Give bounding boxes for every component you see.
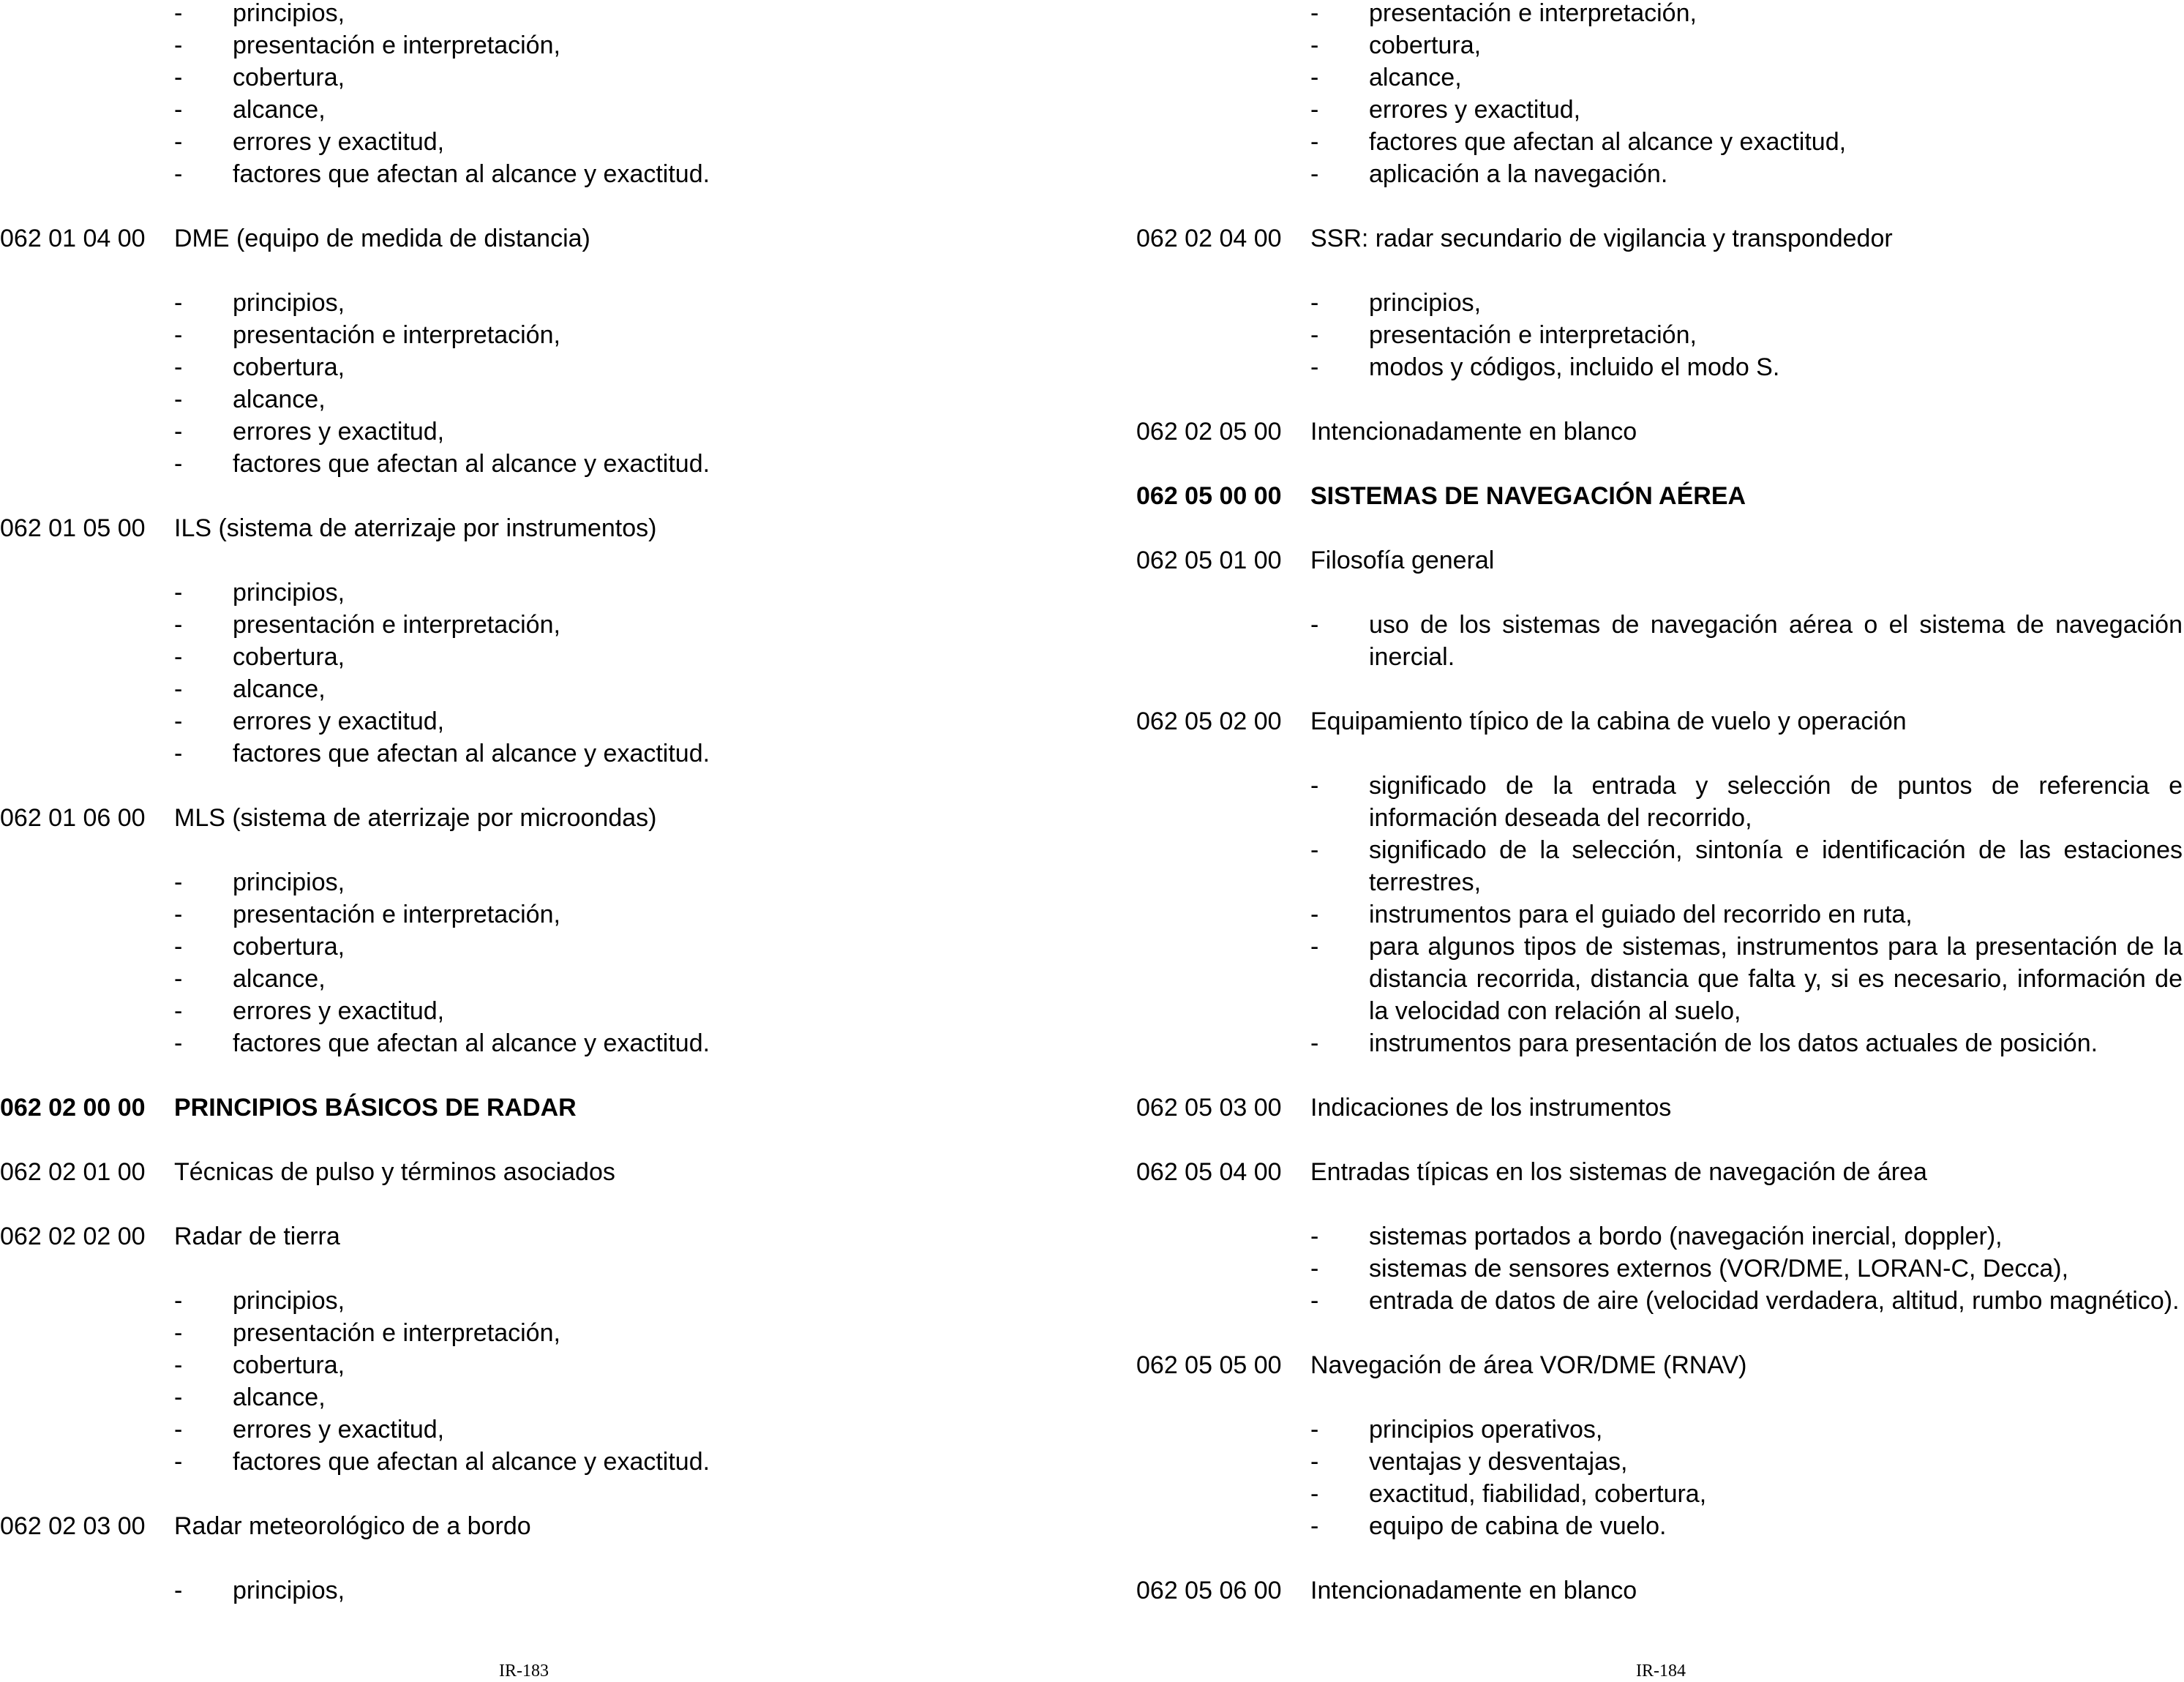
bullet-text: factores que afectan al alcance y exactitud. bbox=[233, 450, 710, 478]
bullet-item bbox=[1136, 898, 2184, 931]
bullet-dash: - bbox=[174, 611, 183, 639]
bullet-dash: - bbox=[174, 675, 183, 703]
section-heading bbox=[0, 1156, 732, 1188]
bullet-item bbox=[0, 641, 732, 673]
bullet-text: factores que afectan al alcance y exactitud. bbox=[233, 740, 710, 767]
bullet-text: equipo de cabina de vuelo. bbox=[1369, 1512, 1667, 1540]
section-title: MLS (sistema de aterrizaje por microondas) bbox=[174, 804, 657, 832]
bullet-text: presentación e interpretación, bbox=[233, 321, 560, 349]
section-number: 062 02 05 00 bbox=[1136, 418, 1282, 446]
bullet-text: cobertura, bbox=[233, 1351, 345, 1379]
bullet-text: errores y exactitud, bbox=[233, 997, 445, 1025]
bullet-text: principios operativos, bbox=[1369, 1416, 1603, 1443]
bullet-item bbox=[1136, 1220, 2184, 1253]
bullet-dash: - bbox=[174, 1287, 183, 1315]
bullet-dash: - bbox=[1310, 289, 1319, 317]
bullet-item bbox=[0, 931, 732, 963]
section-title: DME (equipo de medida de distancia) bbox=[174, 225, 590, 252]
bullet-text: factores que afectan al alcance y exactitud. bbox=[233, 1029, 710, 1057]
bullet-text: principios, bbox=[233, 0, 345, 27]
bullet-dash: - bbox=[1310, 96, 1319, 124]
bullet-dash: - bbox=[174, 997, 183, 1025]
bullet-text: factores que afectan al alcance y exactitud, bbox=[1369, 128, 1847, 156]
bullet-text: cobertura, bbox=[1369, 31, 1482, 59]
section-number: 062 05 00 00 bbox=[1136, 482, 1282, 510]
bullet-dash: - bbox=[174, 450, 183, 478]
section-number: 062 01 04 00 bbox=[0, 225, 146, 252]
bullet-dash: - bbox=[174, 64, 183, 91]
bullet-text: presentación e interpretación, bbox=[233, 611, 560, 639]
bullet-dash: - bbox=[174, 289, 183, 317]
bullet-item bbox=[1136, 126, 2184, 158]
bullet-dash: - bbox=[174, 740, 183, 767]
bullet-text: presentación e interpretación, bbox=[233, 31, 560, 59]
bullet-item bbox=[0, 158, 732, 190]
section-heading bbox=[1136, 1156, 2184, 1188]
bullet-item bbox=[1136, 1510, 2184, 1542]
section-heading bbox=[0, 1220, 732, 1253]
section-title: Intencionadamente en blanco bbox=[1310, 1577, 1637, 1604]
bullet-dash: - bbox=[174, 579, 183, 607]
bullet-item bbox=[0, 319, 732, 351]
bullet-item bbox=[0, 448, 732, 480]
bullet-text: principios, bbox=[233, 579, 345, 607]
bullet-text: ventajas y desventajas, bbox=[1369, 1448, 1628, 1476]
bullet-text: principios, bbox=[233, 1577, 345, 1604]
bullet-dash: - bbox=[1310, 31, 1319, 59]
bullet-item bbox=[1136, 351, 2184, 383]
section-heading bbox=[1136, 544, 2184, 577]
bullet-item bbox=[0, 963, 732, 995]
bullet-text: errores y exactitud, bbox=[233, 128, 445, 156]
bullet-item bbox=[1136, 609, 2184, 673]
section-title: Técnicas de pulso y términos asociados bbox=[174, 1158, 615, 1186]
bullet-text: cobertura, bbox=[233, 353, 345, 381]
bullet-dash: - bbox=[174, 1577, 183, 1604]
bullet-text: instrumentos para presentación de los datos actuales de posición. bbox=[1369, 1029, 2098, 1057]
section-number: 062 01 06 00 bbox=[0, 804, 146, 832]
section-heading bbox=[1136, 1574, 2184, 1607]
bullet-item bbox=[0, 1349, 732, 1381]
bullet-dash: - bbox=[174, 965, 183, 993]
bullet-dash: - bbox=[174, 418, 183, 446]
bullet-text: modos y códigos, incluido el modo S. bbox=[1369, 353, 1780, 381]
section-heading bbox=[1136, 222, 2184, 255]
bullet-item bbox=[0, 94, 732, 126]
bullet-dash: - bbox=[1310, 611, 1319, 639]
bullet-item bbox=[0, 866, 732, 898]
section-heading bbox=[1136, 416, 2184, 448]
bullet-dash: - bbox=[174, 1351, 183, 1379]
bullet-item bbox=[0, 577, 732, 609]
bullet-item bbox=[1136, 0, 2184, 29]
bullet-dash: - bbox=[174, 643, 183, 671]
bullet-text: principios, bbox=[233, 1287, 345, 1315]
bullet-dash: - bbox=[174, 933, 183, 961]
bullet-dash: - bbox=[174, 386, 183, 413]
bullet-item bbox=[1136, 29, 2184, 61]
section-title: SISTEMAS DE NAVEGACIÓN AÉREA bbox=[1310, 482, 1746, 510]
bullet-dash: - bbox=[1310, 933, 1319, 961]
section-title: Radar meteorológico de a bordo bbox=[174, 1512, 531, 1540]
bullet-item bbox=[0, 1381, 732, 1413]
bullet-item bbox=[0, 673, 732, 705]
section-heading bbox=[0, 802, 732, 834]
bullet-dash: - bbox=[174, 96, 183, 124]
bullet-text: uso de los sistemas de navegación aérea o el sistema de navegación inercial. bbox=[1369, 611, 2183, 671]
section-number: 062 05 04 00 bbox=[1136, 1158, 1282, 1186]
bullet-dash: - bbox=[174, 868, 183, 896]
bullet-dash: - bbox=[1310, 1223, 1319, 1250]
bullet-item bbox=[1136, 94, 2184, 126]
bullet-text: principios, bbox=[233, 868, 345, 896]
bullet-item bbox=[1136, 1285, 2184, 1317]
section-title: Intencionadamente en blanco bbox=[1310, 418, 1637, 446]
bullet-text: entrada de datos de aire (velocidad verdadera, altitud, rumbo magnético). bbox=[1369, 1287, 2180, 1315]
bullet-text: alcance, bbox=[233, 965, 326, 993]
bullet-text: presentación e interpretación, bbox=[1369, 0, 1697, 27]
section-number: 062 05 03 00 bbox=[1136, 1094, 1282, 1122]
bullet-text: alcance, bbox=[233, 386, 326, 413]
bullet-item bbox=[1136, 770, 2184, 834]
bullet-text: presentación e interpretación, bbox=[233, 901, 560, 928]
bullet-text: errores y exactitud, bbox=[233, 418, 445, 446]
bullet-item bbox=[0, 126, 732, 158]
bullet-dash: - bbox=[174, 0, 183, 27]
bullet-text: significado de la entrada y selección de puntos de referencia e información deseada del recorrido, bbox=[1369, 772, 2183, 832]
bullet-text: factores que afectan al alcance y exactitud. bbox=[233, 160, 710, 188]
bullet-item bbox=[0, 61, 732, 94]
bullet-item bbox=[1136, 1027, 2184, 1059]
section-title: Entradas típicas en los sistemas de navegación de área bbox=[1310, 1158, 1927, 1186]
bullet-text: presentación e interpretación, bbox=[1369, 321, 1697, 349]
page-number-right: IR-184 bbox=[1636, 1662, 1686, 1681]
bullet-text: factores que afectan al alcance y exactitud. bbox=[233, 1448, 710, 1476]
section-heading bbox=[0, 222, 732, 255]
bullet-dash: - bbox=[1310, 0, 1319, 27]
bullet-item bbox=[0, 287, 732, 319]
bullet-item bbox=[1136, 931, 2184, 1027]
bullet-text: presentación e interpretación, bbox=[233, 1319, 560, 1347]
bullet-text: principios, bbox=[233, 289, 345, 317]
bullet-item bbox=[0, 1413, 732, 1446]
section-title: Radar de tierra bbox=[174, 1223, 340, 1250]
bullet-text: alcance, bbox=[1369, 64, 1462, 91]
bullet-item bbox=[1136, 1413, 2184, 1446]
bullet-item bbox=[0, 383, 732, 416]
bullet-item bbox=[0, 995, 732, 1027]
bullet-dash: - bbox=[1310, 128, 1319, 156]
bullet-dash: - bbox=[1310, 64, 1319, 91]
bullet-item bbox=[0, 898, 732, 931]
bullet-text: instrumentos para el guiado del recorrido en ruta, bbox=[1369, 901, 1913, 928]
section-number: 062 01 05 00 bbox=[0, 514, 146, 542]
bullet-item bbox=[0, 416, 732, 448]
section-number: 062 02 03 00 bbox=[0, 1512, 146, 1540]
bullet-item bbox=[1136, 158, 2184, 190]
bullet-dash: - bbox=[174, 1029, 183, 1057]
section-number: 062 05 01 00 bbox=[1136, 547, 1282, 574]
bullet-text: aplicación a la navegación. bbox=[1369, 160, 1668, 188]
bullet-dash: - bbox=[1310, 353, 1319, 381]
bullet-dash: - bbox=[174, 707, 183, 735]
bullet-text: exactitud, fiabilidad, cobertura, bbox=[1369, 1480, 1707, 1508]
section-title: PRINCIPIOS BÁSICOS DE RADAR bbox=[174, 1094, 577, 1122]
section-number: 062 02 04 00 bbox=[1136, 225, 1282, 252]
bullet-item bbox=[1136, 1253, 2184, 1285]
bullet-dash: - bbox=[1310, 901, 1319, 928]
bullet-dash: - bbox=[174, 1319, 183, 1347]
section-number: 062 05 06 00 bbox=[1136, 1577, 1282, 1604]
bullet-text: alcance, bbox=[233, 675, 326, 703]
bullet-dash: - bbox=[1310, 1416, 1319, 1443]
section-number: 062 02 01 00 bbox=[0, 1158, 146, 1186]
bullet-dash: - bbox=[174, 31, 183, 59]
bullet-dash: - bbox=[1310, 1029, 1319, 1057]
bullet-dash: - bbox=[1310, 1287, 1319, 1315]
section-heading bbox=[1136, 705, 2184, 737]
bullet-item bbox=[0, 1574, 732, 1607]
bullet-text: errores y exactitud, bbox=[233, 1416, 445, 1443]
section-heading bbox=[1136, 1092, 2184, 1124]
bullet-dash: - bbox=[1310, 1480, 1319, 1508]
bullet-item bbox=[0, 737, 732, 770]
bullet-text: cobertura, bbox=[233, 643, 345, 671]
bullet-dash: - bbox=[174, 321, 183, 349]
bullet-item bbox=[1136, 1478, 2184, 1510]
bullet-item bbox=[0, 29, 732, 61]
bullet-item bbox=[0, 0, 732, 29]
bullet-dash: - bbox=[1310, 160, 1319, 188]
section-title: Equipamiento típico de la cabina de vuelo y operación bbox=[1310, 707, 1907, 735]
bullet-dash: - bbox=[174, 1448, 183, 1476]
bullet-dash: - bbox=[174, 1383, 183, 1411]
section-title: SSR: radar secundario de vigilancia y transpondedor bbox=[1310, 225, 1893, 252]
bullet-item bbox=[1136, 61, 2184, 94]
bullet-item bbox=[0, 609, 732, 641]
bullet-text: alcance, bbox=[233, 96, 326, 124]
bullet-item bbox=[1136, 1446, 2184, 1478]
section-heading bbox=[0, 1092, 732, 1124]
bullet-item bbox=[0, 1446, 732, 1478]
section-heading bbox=[0, 512, 732, 544]
bullet-item bbox=[1136, 834, 2184, 898]
bullet-text: sistemas de sensores externos (VOR/DME, LORAN-C, Decca), bbox=[1369, 1255, 2069, 1283]
section-heading bbox=[1136, 480, 2184, 512]
section-heading bbox=[1136, 1349, 2184, 1381]
page-number-left: IR-183 bbox=[499, 1662, 549, 1681]
section-heading bbox=[0, 1510, 732, 1542]
bullet-item bbox=[1136, 287, 2184, 319]
bullet-text: principios, bbox=[1369, 289, 1482, 317]
bullet-text: para algunos tipos de sistemas, instrumentos para la presentación de la distancia recorrida, distancia que falta y, si es necesario, información de la velocidad con relación al suelo, bbox=[1369, 933, 2183, 1025]
bullet-item bbox=[0, 1027, 732, 1059]
bullet-text: errores y exactitud, bbox=[233, 707, 445, 735]
bullet-item bbox=[0, 351, 732, 383]
section-title: Indicaciones de los instrumentos bbox=[1310, 1094, 1672, 1122]
bullet-dash: - bbox=[174, 128, 183, 156]
bullet-item bbox=[1136, 319, 2184, 351]
bullet-dash: - bbox=[174, 901, 183, 928]
bullet-dash: - bbox=[174, 1416, 183, 1443]
section-number: 062 02 00 00 bbox=[0, 1094, 146, 1122]
bullet-item bbox=[0, 705, 732, 737]
bullet-text: errores y exactitud, bbox=[1369, 96, 1581, 124]
bullet-item bbox=[0, 1317, 732, 1349]
bullet-text: significado de la selección, sintonía e identificación de las estaciones terrestres, bbox=[1369, 836, 2183, 896]
section-title: ILS (sistema de aterrizaje por instrumentos) bbox=[174, 514, 657, 542]
bullet-dash: - bbox=[1310, 836, 1319, 864]
bullet-dash: - bbox=[174, 160, 183, 188]
bullet-dash: - bbox=[1310, 321, 1319, 349]
section-title: Navegación de área VOR/DME (RNAV) bbox=[1310, 1351, 1747, 1379]
section-number: 062 02 02 00 bbox=[0, 1223, 146, 1250]
bullet-dash: - bbox=[1310, 772, 1319, 800]
bullet-text: alcance, bbox=[233, 1383, 326, 1411]
section-number: 062 05 05 00 bbox=[1136, 1351, 1282, 1379]
bullet-dash: - bbox=[1310, 1512, 1319, 1540]
section-number: 062 05 02 00 bbox=[1136, 707, 1282, 735]
bullet-text: sistemas portados a bordo (navegación inercial, doppler), bbox=[1369, 1223, 2003, 1250]
bullet-dash: - bbox=[1310, 1448, 1319, 1476]
bullet-text: cobertura, bbox=[233, 933, 345, 961]
bullet-item bbox=[0, 1285, 732, 1317]
section-title: Filosofía general bbox=[1310, 547, 1495, 574]
bullet-text: cobertura, bbox=[233, 64, 345, 91]
bullet-dash: - bbox=[174, 353, 183, 381]
bullet-dash: - bbox=[1310, 1255, 1319, 1283]
